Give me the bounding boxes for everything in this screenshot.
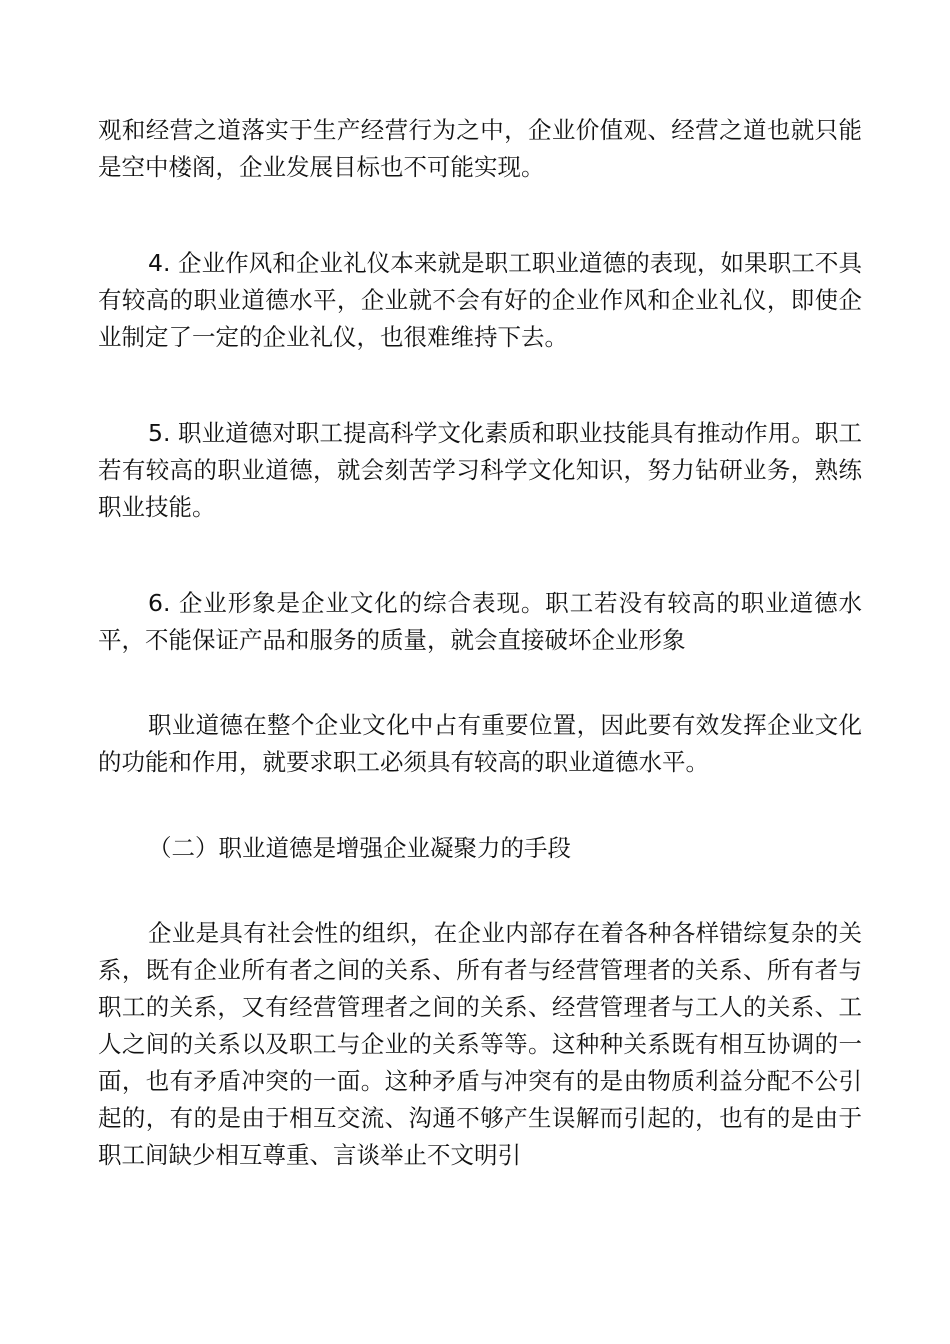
paragraph-item-6: 6. 企业形象是企业文化的综合表现。职工若没有较高的职业道德水平，不能保证产品和服务的质量，就会直接破坏企业形象 [98, 589, 862, 654]
paragraph-continuation: 观和经营之道落实于生产经营行为之中，企业价值观、经营之道也就只能是空中楼阁，企业发展目标也不可能实现。 [98, 116, 862, 181]
document-page [98, 112, 862, 1174]
paragraph-body: 企业是具有社会性的组织，在企业内部存在着各种各样错综复杂的关系，既有企业所有者之间的关系、所有者与经营管理者的关系、所有者与职工的关系，又有经营管理者之间的关系、经营管理者与工人的关系、工人之间的关系以及职工与企业的关系等等。这种种关系既有相互协调的一面，也有矛盾冲突的一面。这种矛盾与冲突有的是由物质利益分配不公引起的，有的是由于相互交流、沟通不够产生误解而引起的，也有的是由于职工间缺少相互尊重、言谈举止不文明引 [98, 919, 862, 1169]
paragraph-summary: 职业道德在整个企业文化中占有重要位置，因此要有效发挥企业文化的功能和作用，就要求职工必须具有较高的职业道德水平。 [98, 711, 862, 776]
section-heading: （二）职业道德是增强企业凝聚力的手段 [148, 834, 571, 862]
paragraph-item-4: 4. 企业作风和企业礼仪本来就是职工职业道德的表现，如果职工不具有较高的职业道德水平，企业就不会有好的企业作风和企业礼仪，即使企业制定了一定的企业礼仪，也很难维持下去。 [98, 249, 862, 351]
paragraph-item-5: 5. 职业道德对职工提高科学文化素质和职业技能具有推动作用。职工若有较高的职业道德，就会刻苦学习科学文化知识，努力钻研业务，熟练职业技能。 [98, 419, 862, 521]
